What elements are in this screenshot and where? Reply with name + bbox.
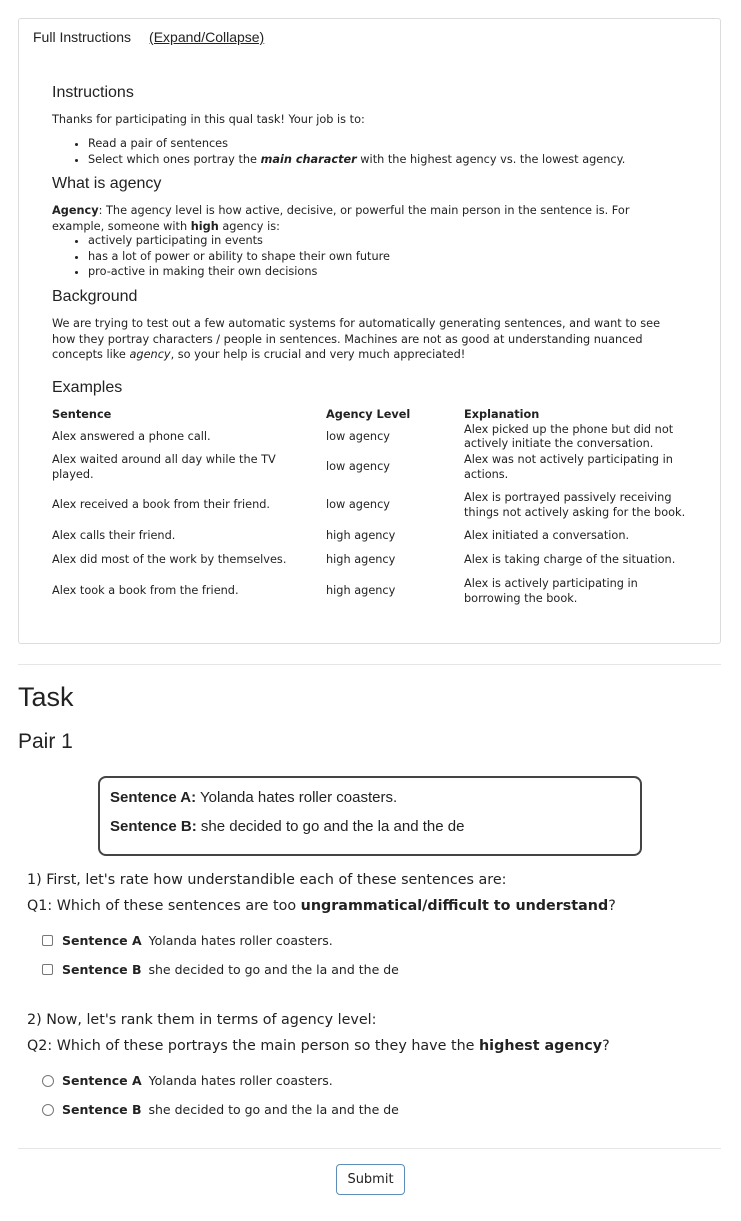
q2-intro: 2) Now, let's rank them in terms of agency level: — [27, 1012, 377, 1028]
table-header: Agency Level — [326, 408, 411, 421]
agency-item: • pro-active in making their own decisions — [88, 264, 688, 280]
table-header: Sentence — [52, 408, 112, 421]
example-level: low agency — [326, 460, 390, 474]
sentence-b-label: Sentence B: — [110, 818, 197, 835]
task-heading: Task — [18, 682, 74, 712]
example-level: low agency — [326, 498, 390, 512]
q2-question: Q2: Which of these portrays the main person so they have the highest agency? — [27, 1038, 610, 1054]
divider — [18, 664, 721, 665]
expand-collapse-link[interactable]: (Expand/Collapse) — [149, 29, 265, 45]
q2-radio-b[interactable] — [42, 1104, 54, 1116]
instructions-panel — [18, 18, 721, 644]
table-row — [52, 528, 692, 545]
option-a-text: Yolanda hates roller coasters. — [148, 1073, 333, 1088]
q1-intro: 1) First, let's rate how understandible each of these sentences are: — [27, 872, 507, 888]
example-sentence: Alex answered a phone call. — [52, 429, 211, 443]
table-row — [52, 452, 692, 483]
table-row — [52, 483, 692, 528]
example-explanation: Alex initiated a conversation. — [464, 529, 630, 543]
full-instructions-title: Full Instructions — [33, 29, 132, 45]
sentence-pair-box — [98, 776, 642, 856]
submit-button[interactable]: Submit — [336, 1164, 405, 1195]
job-item: • Select which ones portray the main character with the highest agency vs. the lowest agency. — [88, 152, 728, 168]
example-explanation: Alex picked up the phone but did not actively initiate the conversation. — [464, 422, 674, 450]
q1-checkbox-b[interactable] — [42, 964, 53, 975]
background-text: We are trying to test out a few automatic systems for automatically generating sentences, and want to see how they portray characters / people in sentences. Machines are not as good at understanding nuanced concepts like agency, so your help is crucial and very much appreciated! — [52, 317, 661, 361]
example-level: high agency — [326, 584, 396, 598]
examples-heading: Examples — [52, 379, 123, 396]
table-row — [52, 576, 692, 607]
example-explanation: Alex is taking charge of the situation. — [464, 553, 676, 567]
option-b-text: she decided to go and the la and the de — [148, 962, 399, 977]
example-level: high agency — [326, 553, 396, 567]
sentence-a-row — [110, 789, 397, 806]
example-level: high agency — [326, 529, 396, 543]
q1-checkbox-a[interactable] — [42, 935, 53, 946]
agency-heading: What is agency — [52, 175, 162, 192]
divider — [18, 1148, 721, 1149]
option-b-text: she decided to go and the la and the de — [148, 1102, 399, 1117]
job-list — [52, 136, 728, 167]
agency-definition: Agency: The agency level is how active, decisive, or powerful the main person in the sentence is. For example, someone with high agency is: — [52, 204, 630, 233]
example-level: low agency — [326, 429, 390, 443]
q1-option-a[interactable] — [42, 933, 333, 948]
job-item: • Read a pair of sentences — [88, 136, 728, 152]
table-row — [52, 545, 692, 576]
sentence-a-text: Yolanda hates roller coasters. — [200, 789, 398, 806]
q2-option-b[interactable] — [42, 1102, 399, 1117]
agency-item: • actively participating in events — [88, 233, 688, 249]
example-sentence: Alex received a book from their friend. — [52, 498, 271, 512]
instructions-panel-header — [33, 29, 264, 45]
example-sentence: Alex took a book from the friend. — [52, 584, 239, 598]
option-b-label: Sentence B — [62, 962, 142, 977]
example-explanation: Alex is actively participating in borrowing the book. — [464, 577, 638, 605]
example-sentence: Alex did most of the work by themselves. — [52, 553, 287, 567]
agency-item: • has a lot of power or ability to shape their own future — [88, 249, 688, 265]
option-a-label: Sentence A — [62, 1073, 142, 1088]
background-heading: Background — [52, 288, 138, 305]
instructions-intro: Thanks for participating in this qual task! Your job is to: — [52, 113, 365, 126]
option-a-text: Yolanda hates roller coasters. — [148, 933, 333, 948]
sentence-b-row — [110, 818, 464, 835]
table-header-row — [52, 407, 692, 422]
main-character-emphasis: main character — [260, 152, 357, 166]
example-explanation: Alex is portrayed passively receiving things not actively asking for the book. — [464, 491, 686, 519]
example-explanation: Alex was not actively participating in actions. — [464, 453, 673, 481]
q1-option-b[interactable] — [42, 962, 399, 977]
agency-list — [52, 233, 688, 280]
q1-question: Q1: Which of these sentences are too ungrammatical/difficult to understand? — [27, 898, 616, 914]
q2-option-a[interactable] — [42, 1073, 333, 1088]
example-sentence: Alex calls their friend. — [52, 529, 176, 543]
instructions-heading: Instructions — [52, 84, 134, 101]
pair-heading: Pair 1 — [18, 730, 73, 753]
examples-table — [52, 407, 692, 607]
option-a-label: Sentence A — [62, 933, 142, 948]
table-header: Explanation — [464, 408, 540, 421]
sentence-b-text: she decided to go and the la and the de — [200, 818, 465, 835]
table-row — [52, 422, 692, 452]
sentence-a-label: Sentence A: — [110, 789, 197, 806]
q2-radio-a[interactable] — [42, 1075, 54, 1087]
example-sentence: Alex waited around all day while the TV played. — [52, 453, 276, 481]
option-b-label: Sentence B — [62, 1102, 142, 1117]
